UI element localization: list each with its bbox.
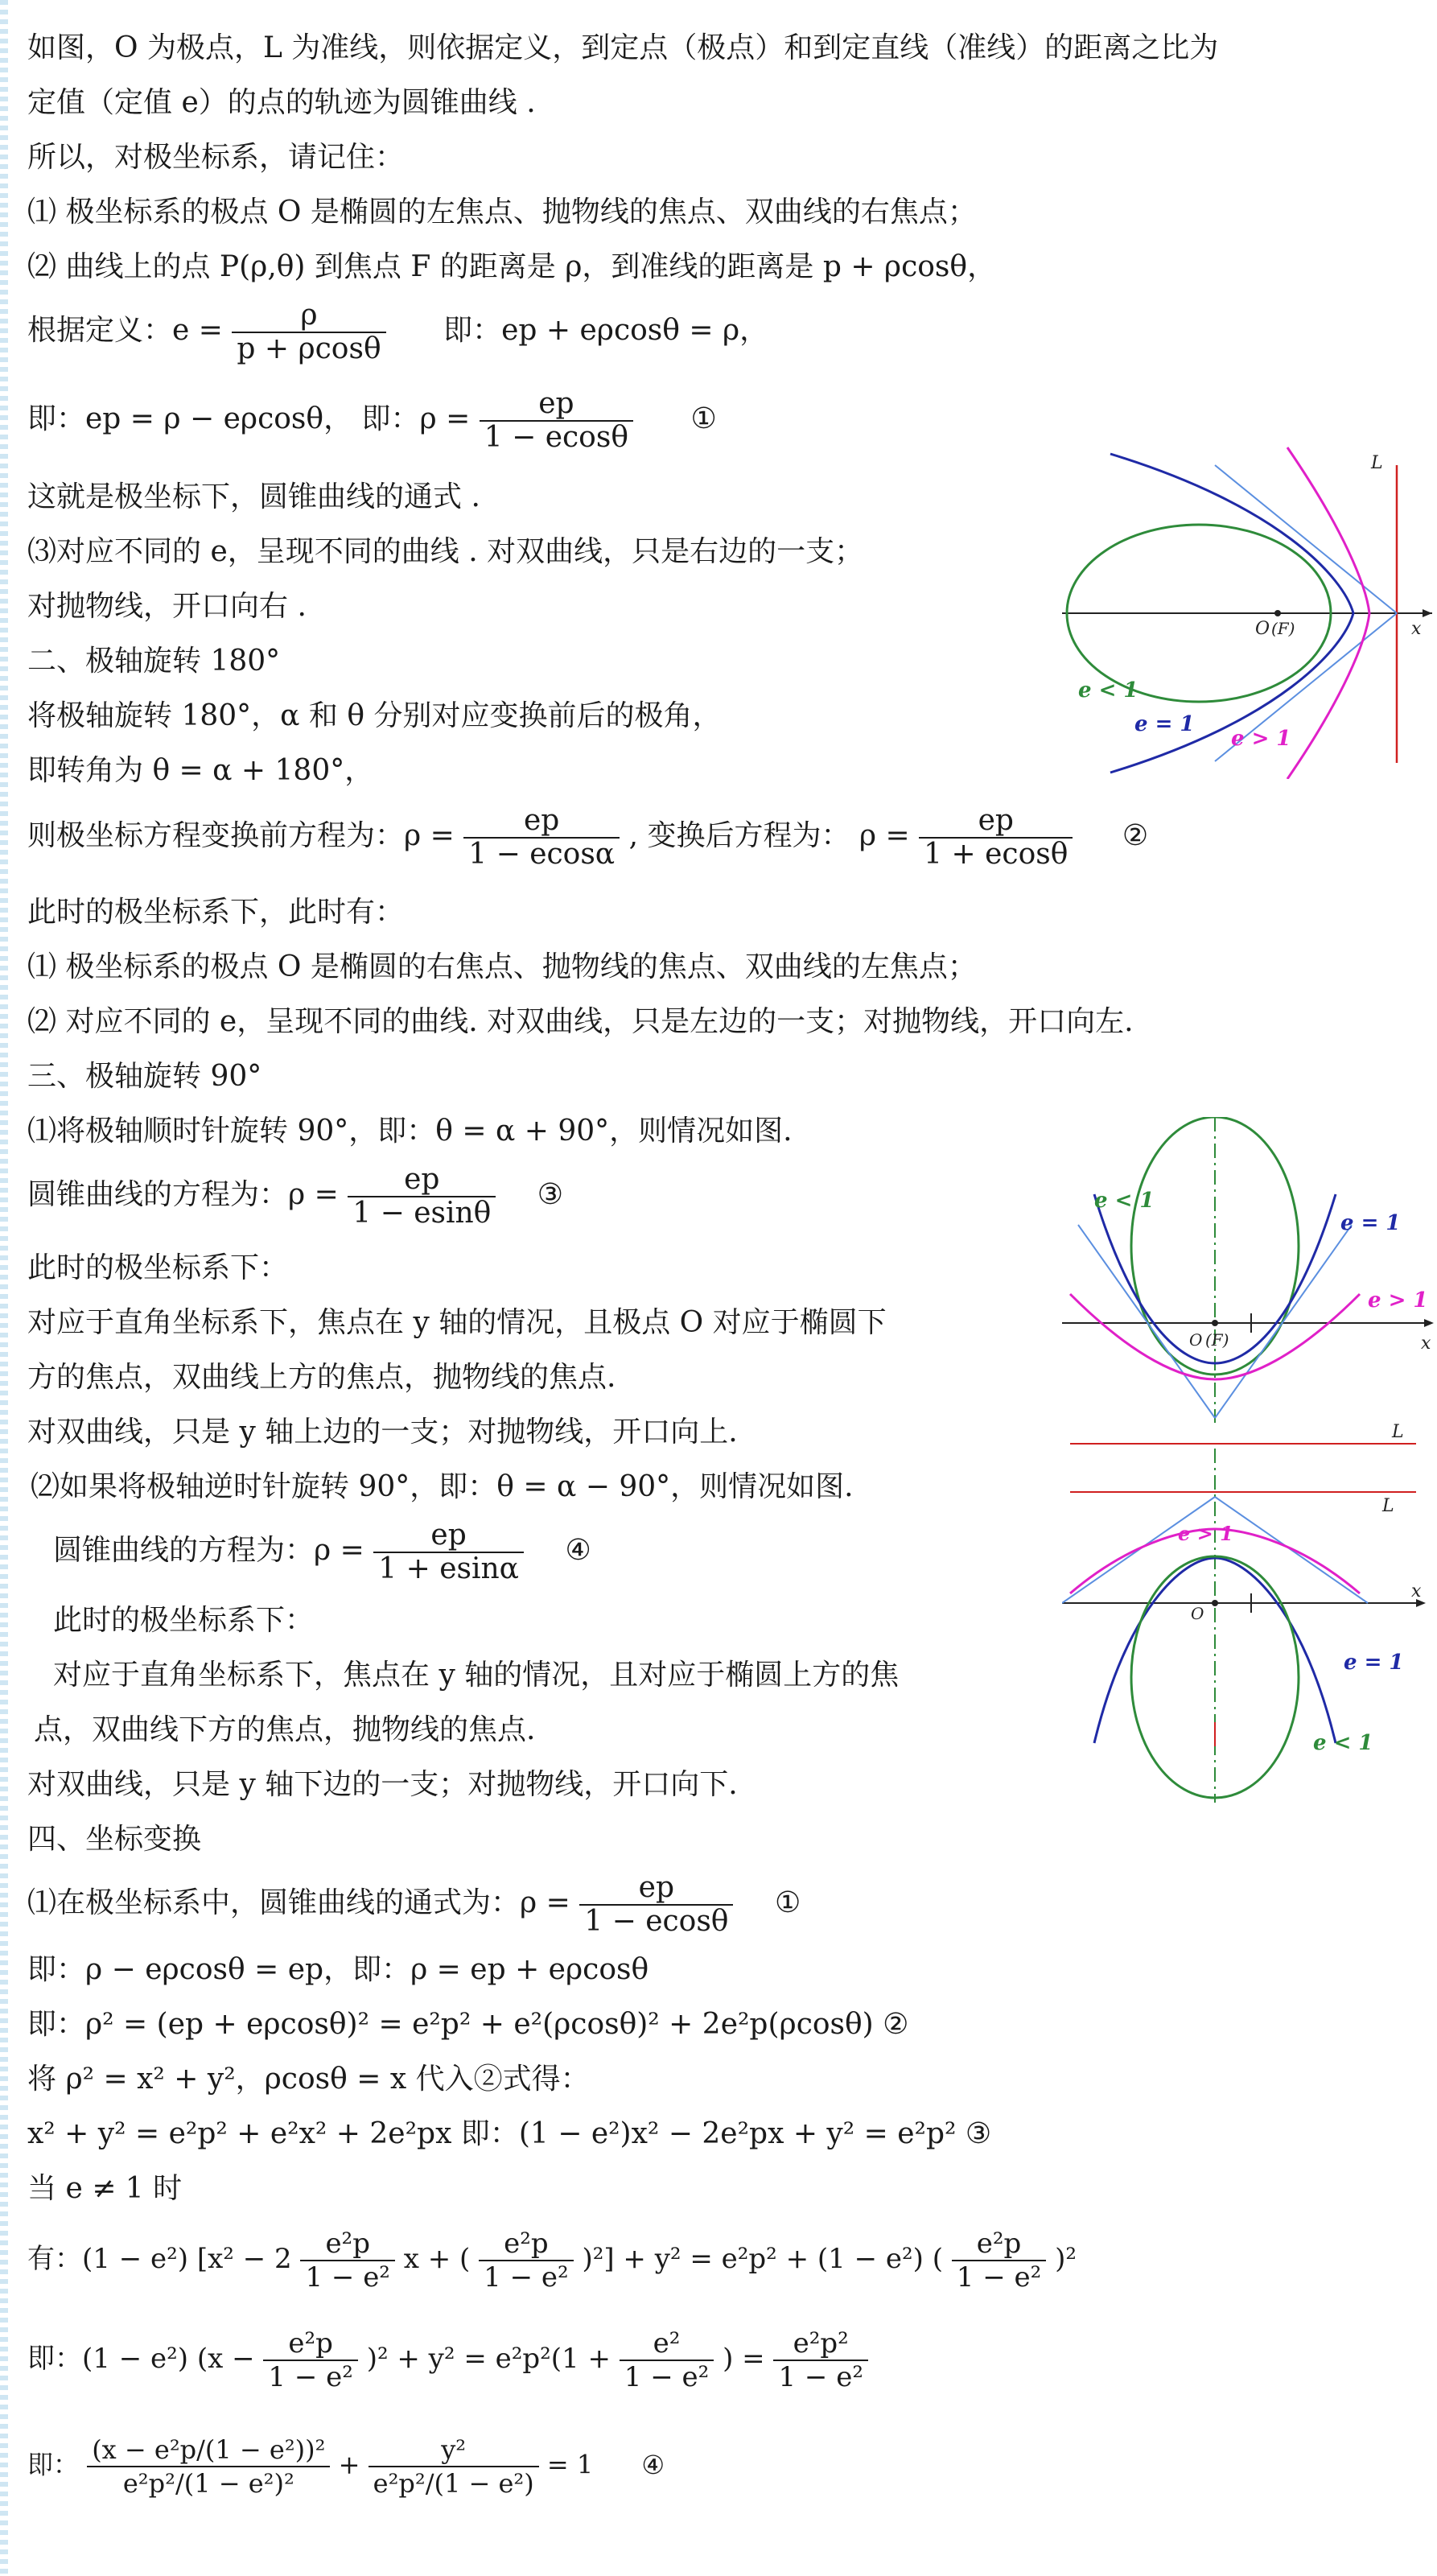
denominator: 1 − e² <box>956 2261 1042 2294</box>
conic-figure-rotated-counterclockwise <box>1062 1416 1437 1803</box>
denominator: 1 − e² <box>624 2361 710 2393</box>
numerator: ep <box>463 805 620 839</box>
denominator: p + ρcosθ <box>237 332 381 365</box>
ellipse-label: e < 1 <box>1313 1731 1373 1755</box>
formula-text: 即：ep = ρ − eρcosθ， 即：ρ = <box>27 402 471 435</box>
numerator: ep <box>579 1872 733 1906</box>
denominator: 1 − ecosθ <box>584 1905 729 1938</box>
denominator: 1 − e² <box>305 2261 390 2294</box>
text-line: 这就是极坐标下，圆锥曲线的通式 . <box>27 480 480 513</box>
formula-text: )² + y² = e²p²(1 + <box>366 2343 611 2375</box>
text-line: 定值（定值 e）的点的轨迹为圆锥曲线 . <box>27 86 536 119</box>
numerator: (x − e²p/(1 − e²))² <box>87 2434 330 2467</box>
formula-text: = 1 <box>546 2449 594 2480</box>
fraction <box>463 805 620 871</box>
numerator: e² <box>620 2327 714 2361</box>
equation-number: ① <box>690 402 717 435</box>
hyperbola-label: e > 1 <box>1231 727 1291 751</box>
formula-line <box>27 299 768 365</box>
text-line: 方的焦点，双曲线上方的焦点，抛物线的焦点. <box>27 1361 616 1394</box>
numerator: y² <box>369 2434 539 2467</box>
figure-1-svg <box>1054 441 1437 779</box>
text-line: 此时的极坐标系下： <box>27 1251 289 1284</box>
equation-number: ③ <box>537 1178 564 1211</box>
numerator: e²p² <box>773 2327 868 2361</box>
fraction <box>263 2327 358 2393</box>
ellipse-label: e < 1 <box>1078 678 1138 703</box>
focus-point <box>1212 1320 1218 1326</box>
focus-point <box>1274 610 1281 616</box>
denominator: 1 − esinθ <box>352 1197 492 1230</box>
formula-text: 圆锥曲线的方程为：ρ = <box>53 1534 364 1567</box>
fraction <box>373 1519 524 1585</box>
equation-number: ④ <box>565 1534 591 1567</box>
formula-line <box>27 388 717 454</box>
formula-text: 有：(1 − e²) [x² − 2 <box>27 2243 292 2275</box>
formula-text: )² <box>1055 2243 1077 2275</box>
document-page <box>24 0 1431 2576</box>
equation-number: ② <box>1122 819 1149 852</box>
x-axis-label: x <box>1421 1333 1431 1354</box>
text-line: 所以，对极坐标系，请记住： <box>27 141 405 174</box>
fraction <box>232 299 385 365</box>
section-heading: 四、坐标变换 <box>27 1823 202 1856</box>
formula-text: , 变换后方程为： ρ = <box>628 819 910 852</box>
fraction <box>300 2228 395 2294</box>
figure-2-svg <box>1062 1117 1437 1423</box>
formula-text: x + ( <box>403 2243 471 2275</box>
text-line: 对应于直角坐标系下，焦点在 y 轴的情况，且极点 O 对应于椭圆下 <box>27 1306 887 1339</box>
denominator: 1 − ecosθ <box>484 421 628 454</box>
origin-label: O <box>1189 1330 1203 1350</box>
focus-label: (F) <box>1205 1330 1229 1350</box>
directrix-label: L <box>1392 1422 1404 1442</box>
denominator: 1 − ecosα <box>468 838 616 871</box>
formula-text: 圆锥曲线的方程为：ρ = <box>27 1178 339 1211</box>
text-line: ⑵ 曲线上的点 P(ρ,θ) 到焦点 F 的距离是 ρ，到准线的距离是 p + ρcosθ， <box>27 250 997 283</box>
numerator: e²p <box>300 2228 395 2261</box>
page-left-border <box>0 0 8 2576</box>
text-line: ⑴ 极坐标系的极点 O 是椭圆的右焦点、抛物线的焦点、双曲线的左焦点； <box>27 950 977 983</box>
formula-line <box>27 1164 563 1230</box>
text-line: 此时的极坐标系下，此时有： <box>27 896 405 929</box>
formula-text: 即：(1 − e²) (x − <box>27 2343 255 2375</box>
directrix-label: L <box>1371 453 1383 473</box>
formula-line <box>27 2228 1077 2294</box>
ellipse-label: e < 1 <box>1094 1189 1155 1213</box>
text-line: 将极轴旋转 180°，α 和 θ 分别对应变换前后的极角， <box>27 699 722 732</box>
text-line: x² + y² = e²p² + e²x² + 2e²px 即：(1 − e²)x² − 2e²px + y² = e²p² ③ <box>27 2117 992 2150</box>
focus-point <box>1212 1600 1218 1606</box>
hyperbola-label: e > 1 <box>1368 1288 1428 1313</box>
numerator: e²p <box>952 2228 1047 2261</box>
text-line: ⑵ 对应不同的 e，呈现不同的曲线. 对双曲线，只是左边的一支；对抛物线，开口向左. <box>27 1005 1134 1038</box>
fraction <box>348 1164 496 1230</box>
x-axis-arrow <box>1423 609 1432 617</box>
conic-figure-polar <box>1054 441 1437 779</box>
denominator: 1 + esinα <box>378 1552 519 1585</box>
denominator: 1 − e² <box>778 2361 863 2393</box>
denominator: e²p²/(1 − e²) <box>373 2468 534 2499</box>
fraction <box>579 1872 733 1938</box>
fraction <box>952 2228 1047 2294</box>
text-line: 点，双曲线下方的焦点，抛物线的焦点. <box>34 1713 536 1746</box>
focus-label: (F) <box>1271 619 1295 638</box>
formula-line <box>27 805 1148 871</box>
formula-text: + <box>338 2449 360 2480</box>
formula-text: ) = <box>723 2343 765 2375</box>
origin-label: O <box>1255 619 1270 639</box>
text-line: ⑵如果将极轴逆时针旋转 90°，即：θ = α − 90°，则情况如图. <box>31 1470 854 1503</box>
text-line: 此时的极坐标系下： <box>53 1604 315 1637</box>
fraction <box>773 2327 868 2393</box>
formula-text: 即： <box>27 2449 80 2480</box>
x-axis-label: x <box>1411 619 1422 639</box>
numerator: ep <box>348 1164 496 1197</box>
parabola-label: e = 1 <box>1344 1651 1404 1675</box>
denominator: 1 + ecosθ <box>924 838 1068 871</box>
directrix-label: L <box>1382 1496 1394 1516</box>
text-line: ⑶对应不同的 e，呈现不同的曲线 . 对双曲线，只是右边的一支； <box>27 535 864 568</box>
fraction <box>480 388 633 454</box>
formula-line <box>53 1519 591 1585</box>
numerator: ep <box>373 1519 524 1553</box>
asymptote-line <box>1215 465 1397 613</box>
fraction <box>369 2434 539 2500</box>
formula-line <box>27 1872 801 1938</box>
numerator: e²p <box>263 2327 358 2361</box>
text-line: 对双曲线，只是 y 轴下边的一支；对抛物线，开口向下. <box>27 1768 738 1801</box>
denominator: 1 − e² <box>268 2361 353 2393</box>
fraction <box>620 2327 714 2393</box>
denominator: 1 − e² <box>484 2261 569 2294</box>
text-line: 当 e ≠ 1 时 <box>27 2172 183 2205</box>
figure-3-svg <box>1062 1416 1437 1803</box>
numerator: e²p <box>479 2228 574 2261</box>
formula-text: 根据定义：e = <box>27 314 223 347</box>
text-line: 即：ρ − eρcosθ = ep，即：ρ = ep + eρcosθ <box>27 1953 649 1986</box>
formula-text: 则极坐标方程变换前方程为：ρ = <box>27 819 455 852</box>
equation-number: ① <box>774 1886 801 1919</box>
fraction <box>87 2434 330 2500</box>
text-line: 即：ρ² = (ep + eρcosθ)² = e²p² + e²(ρcosθ)² + 2e²p(ρcosθ) ② <box>27 2008 909 2041</box>
denominator: e²p²/(1 − e²)² <box>122 2468 294 2499</box>
numerator: ep <box>480 388 633 422</box>
equation-number: ④ <box>641 2449 665 2480</box>
fraction <box>919 805 1073 871</box>
formula-text: 即：ep + eρcosθ = ρ， <box>443 314 769 347</box>
text-line: 如图，O 为极点，L 为准线，则依据定义，到定点（极点）和到定直线（准线）的距离之比为 <box>27 31 1219 64</box>
fraction <box>479 2228 574 2294</box>
x-axis-arrow <box>1424 1319 1434 1327</box>
x-axis-label: x <box>1411 1581 1422 1601</box>
section-heading: 三、极轴旋转 90° <box>27 1060 262 1093</box>
hyperbola-label: e > 1 <box>1178 1522 1233 1545</box>
parabola-label: e = 1 <box>1134 712 1195 736</box>
text-line: 即转角为 θ = α + 180°， <box>27 754 374 787</box>
numerator: ρ <box>232 299 385 333</box>
text-line: 对双曲线，只是 y 轴上边的一支；对抛物线，开口向上. <box>27 1416 738 1449</box>
numerator: ep <box>919 805 1073 839</box>
parabola-label: e = 1 <box>1340 1211 1401 1235</box>
formula-line <box>27 2434 665 2500</box>
formula-text: )²] + y² = e²p² + (1 − e²) ( <box>582 2243 943 2275</box>
section-heading: 二、极轴旋转 180° <box>27 645 281 678</box>
text-line: 对抛物线，开口向右 . <box>27 590 307 623</box>
formula-text: ⑴在极坐标系中，圆锥曲线的通式为：ρ = <box>27 1886 570 1919</box>
origin-label: O <box>1191 1604 1204 1623</box>
text-line: ⑴ 极坐标系的极点 O 是椭圆的左焦点、抛物线的焦点、双曲线的右焦点； <box>27 196 977 229</box>
text-line: ⑴将极轴顺时针旋转 90°，即：θ = α + 90°，则情况如图. <box>27 1115 793 1148</box>
formula-line <box>27 2327 868 2393</box>
text-line: 对应于直角坐标系下，焦点在 y 轴的情况，且对应于椭圆上方的焦 <box>53 1659 900 1692</box>
text-line: 将 ρ² = x² + y²，ρcosθ = x 代入②式得： <box>27 2063 590 2096</box>
conic-figure-rotated-clockwise <box>1062 1117 1437 1423</box>
